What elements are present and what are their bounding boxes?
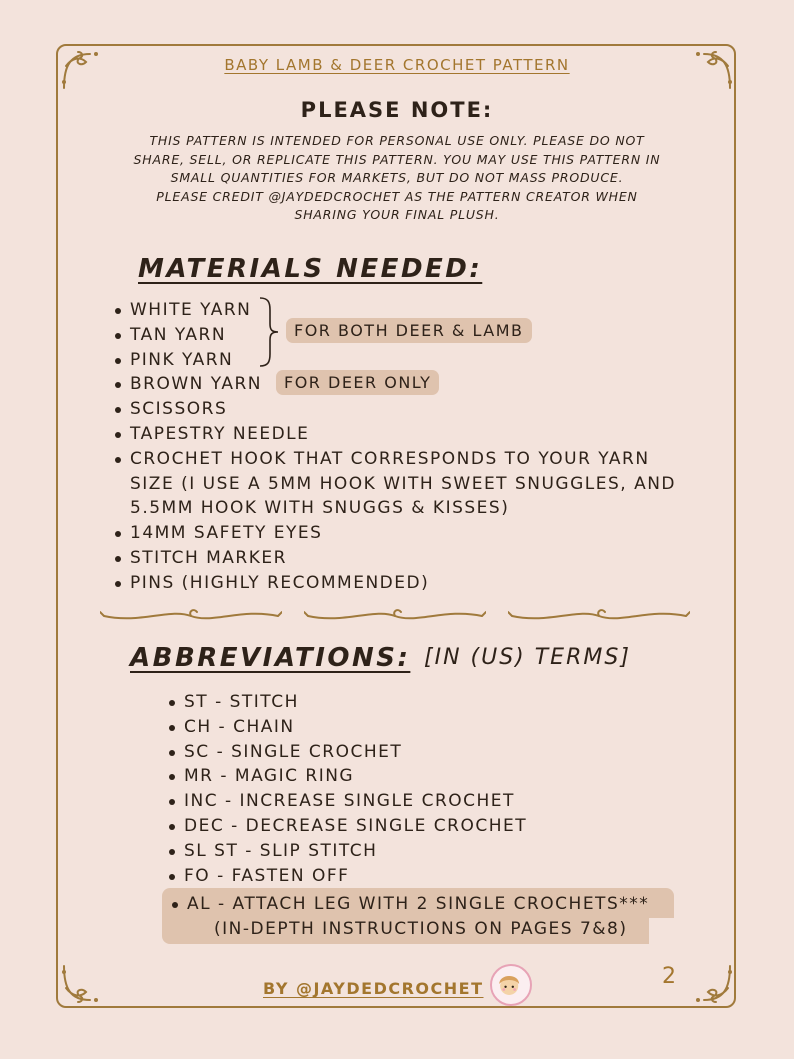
list-item-text: AL - ATTACH LEG WITH 2 SINGLE CROCHETS*** [187, 894, 650, 914]
vine-divider-icon [508, 606, 690, 626]
highlight-text [172, 892, 649, 942]
list-item-text: (IN-DEPTH INSTRUCTIONS ON PAGES 7&8) [214, 918, 628, 939]
curly-brace-icon [258, 296, 282, 368]
vine-divider-icon [100, 606, 282, 626]
both-note-badge: FOR BOTH DEER & LAMB [286, 318, 532, 343]
list-item: ST - STITCH [169, 690, 527, 715]
corner-flourish-icon [690, 962, 734, 1006]
list-item [115, 447, 676, 521]
list-item: CH - CHAIN [169, 715, 527, 740]
list-item: 14MM SAFETY EYES [115, 521, 676, 546]
note-line: PLEASE CREDIT @JAYDEDCROCHET AS THE PATTERN CREATOR WHEN [156, 188, 638, 204]
pattern-title: BABY LAMB & DEER CROCHET PATTERN [224, 56, 570, 74]
corner-flourish-icon [60, 962, 104, 1006]
list-item: PINK YARN [115, 348, 676, 373]
materials-heading: MATERIALS NEEDED: [138, 254, 483, 284]
list-item: INC - INCREASE SINGLE CROCHET [169, 789, 527, 814]
note-line: SHARING YOUR FINAL PLUSH. [294, 207, 500, 222]
abbreviations-subheading: [IN (US) TERMS] [424, 645, 631, 670]
list-item: PINS (HIGHLY RECOMMENDED) [115, 571, 676, 596]
list-item: DEC - DECREASE SINGLE CROCHET [169, 814, 527, 839]
note-line: SMALL QUANTITIES FOR MARKETS, BUT DO NOT MASS PRODUCE. [170, 170, 624, 185]
page-number: 2 [662, 964, 676, 989]
avatar [490, 964, 532, 1006]
list-item: TAN YARN [115, 323, 676, 348]
list-item-text: 5.5MM HOOK WITH SNUGGS & KISSES) [130, 498, 510, 519]
list-item: MR - MAGIC RING [169, 764, 527, 789]
vine-divider-icon [304, 606, 486, 626]
bullet-icon [172, 902, 178, 908]
note-body [90, 132, 704, 225]
avatar-illustration-icon [492, 966, 530, 1004]
list-item [172, 892, 649, 917]
list-item-text: SIZE (I USE A 5MM HOOK WITH SWEET SNUGGLES, AND [130, 473, 677, 494]
list-item: STITCH MARKER [115, 546, 676, 571]
list-item: BROWN YARN [115, 372, 676, 397]
list-item: SCISSORS [115, 397, 676, 422]
note-line: SHARE, SELL, OR REPLICATE THIS PATTERN. YOU MAY USE THIS PATTERN IN [133, 151, 661, 167]
abbreviations-list [169, 690, 527, 888]
list-item: SL ST - SLIP STITCH [169, 839, 527, 864]
list-item: FO - FASTEN OFF [169, 864, 527, 889]
list-item: SC - SINGLE CROCHET [169, 740, 527, 765]
list-item: WHITE YARN [115, 298, 676, 323]
deer-note-badge: FOR DEER ONLY [276, 370, 439, 395]
highlight-notch [649, 918, 679, 948]
note-line: THIS PATTERN IS INTENDED FOR PERSONAL USE ONLY. PLEASE DO NOT [149, 133, 645, 148]
list-item: TAPESTRY NEEDLE [115, 422, 676, 447]
list-item-text: CROCHET HOOK THAT CORRESPONDS TO YOUR YARN [130, 448, 650, 469]
note-heading: PLEASE NOTE: [300, 98, 494, 122]
footer-credit: BY @JAYDEDCROCHET [263, 979, 484, 998]
abbreviations-heading: ABBREVIATIONS: [130, 643, 411, 673]
